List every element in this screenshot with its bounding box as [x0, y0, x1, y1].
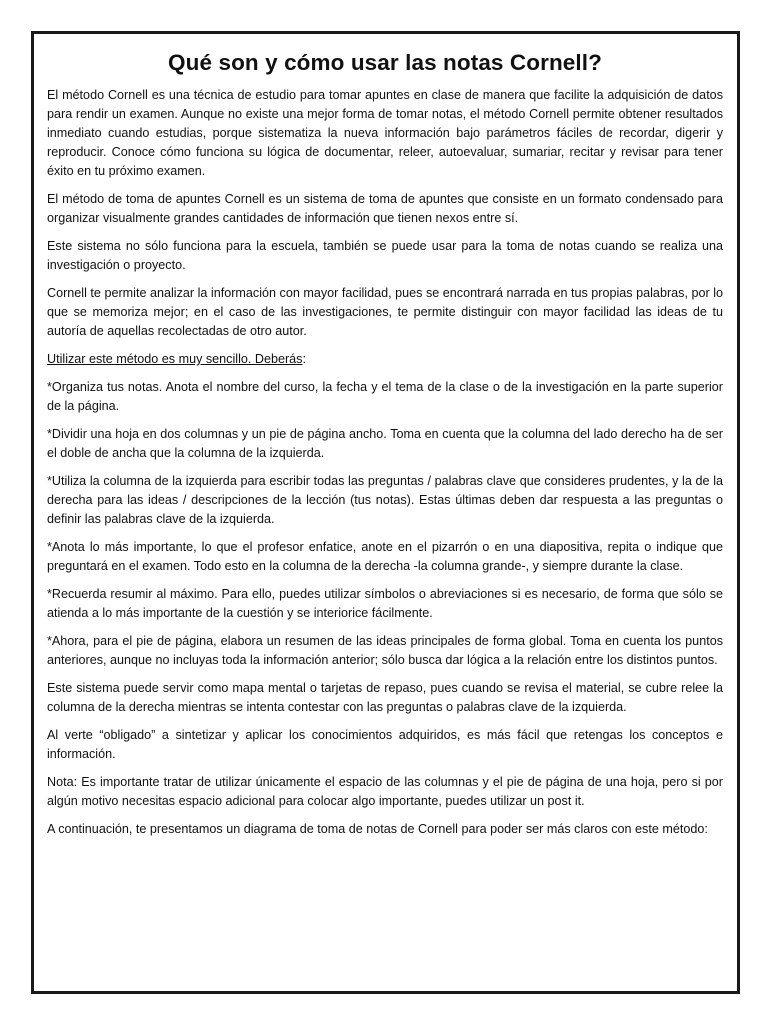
page-frame — [31, 31, 740, 994]
diagram-intro-paragraph: A continuación, te presentamos un diagrama de toma de notas de Cornell para poder ser más claros con este método: — [47, 822, 708, 836]
step-item-3: *Utiliza la columna de la izquierda para escribir todas las preguntas / palabras clave que consideres prudentes, y la de la derecha para las ideas / descripciones de la lección (tus notas). Estas últimas deben dar respuesta a las preguntas o definir las palabras clave de la izquierda. — [47, 474, 723, 526]
intro-paragraph-2: El método de toma de apuntes Cornell es un sistema de toma de apuntes que consiste en un formato condensado para organizar visualmente grandes cantidades de información que tienen nexos entre sí. — [47, 192, 723, 225]
document-content — [34, 34, 737, 839]
note-paragraph: Nota: Es importante tratar de utilizar únicamente el espacio de las columnas y el pie de página de una hoja, pero si por algún motivo necesitas espacio adicional para colocar algo importante, puedes utilizar un post it. — [47, 775, 723, 808]
page-title: Qué son y cómo usar las notas Cornell? — [168, 50, 602, 75]
closing-paragraph-1: Este sistema puede servir como mapa mental o tarjetas de repaso, pues cuando se revisa el material, se cubre relee la columna de la derecha mientras se intenta contestar con las preguntas o palabras clave de la izquierda. — [47, 681, 723, 714]
step-item-1: *Organiza tus notas. Anota el nombre del curso, la fecha y el tema de la clase o de la investigación en la parte superior de la página. — [47, 380, 723, 413]
intro-paragraph-3: Este sistema no sólo funciona para la escuela, también se puede usar para la toma de notas cuando se realiza una investigación o proyecto. — [47, 239, 723, 272]
steps-intro-colon: : — [302, 352, 306, 366]
step-item-6: *Ahora, para el pie de página, elabora un resumen de las ideas principales de forma global. Toma en cuenta los puntos anteriores, aunque no incluyas toda la información anterior; sólo busca dar lógica a la relación entre los distintos puntos. — [47, 634, 723, 667]
steps-intro-underlined: Utilizar este método es muy sencillo. Deberás — [47, 352, 303, 366]
intro-paragraph-1: El método Cornell es una técnica de estudio para tomar apuntes en clase de manera que facilite la adquisición de datos para rendir un examen. Aunque no existe una mejor forma de tomar notas, el método Cornell permite obtener resultados inmediato cuando estudias, porque sistematiza la nueva información bajo parámetros fáciles de recordar, digerir y reproducir. Conoce cómo funciona su lógica de documentar, releer, autoevaluar, sumariar, recitar y revisar para tener éxito en tu próximo examen. — [47, 88, 723, 178]
closing-paragraph-2: Al verte “obligado” a sintetizar y aplicar los conocimientos adquiridos, es más fácil que retengas los conceptos e información. — [47, 728, 723, 761]
intro-paragraph-4: Cornell te permite analizar la información con mayor facilidad, pues se encontrará narrada en tus propias palabras, por lo que se memoriza mejor; en el caso de las investigaciones, te permite distinguir con mayor facilidad las ideas de tu autoría de aquellas recolectadas de otro autor. — [47, 286, 723, 338]
step-item-5: *Recuerda resumir al máximo. Para ello, puedes utilizar símbolos o abreviaciones si es necesario, de forma que sólo se atienda a lo más importante de la cuestión y se interiorice fácilmente. — [47, 587, 723, 620]
steps-intro — [47, 350, 723, 369]
step-item-4: *Anota lo más importante, lo que el profesor enfatice, anote en el pizarrón o en una diapositiva, repita o indique que preguntará en el examen. Todo esto en la columna de la derecha -la columna grande-, y siempre durante la clase. — [47, 540, 723, 573]
step-item-2: *Dividir una hoja en dos columnas y un pie de página ancho. Toma en cuenta que la columna del lado derecho ha de ser el doble de ancha que la columna de la izquierda. — [47, 427, 723, 460]
